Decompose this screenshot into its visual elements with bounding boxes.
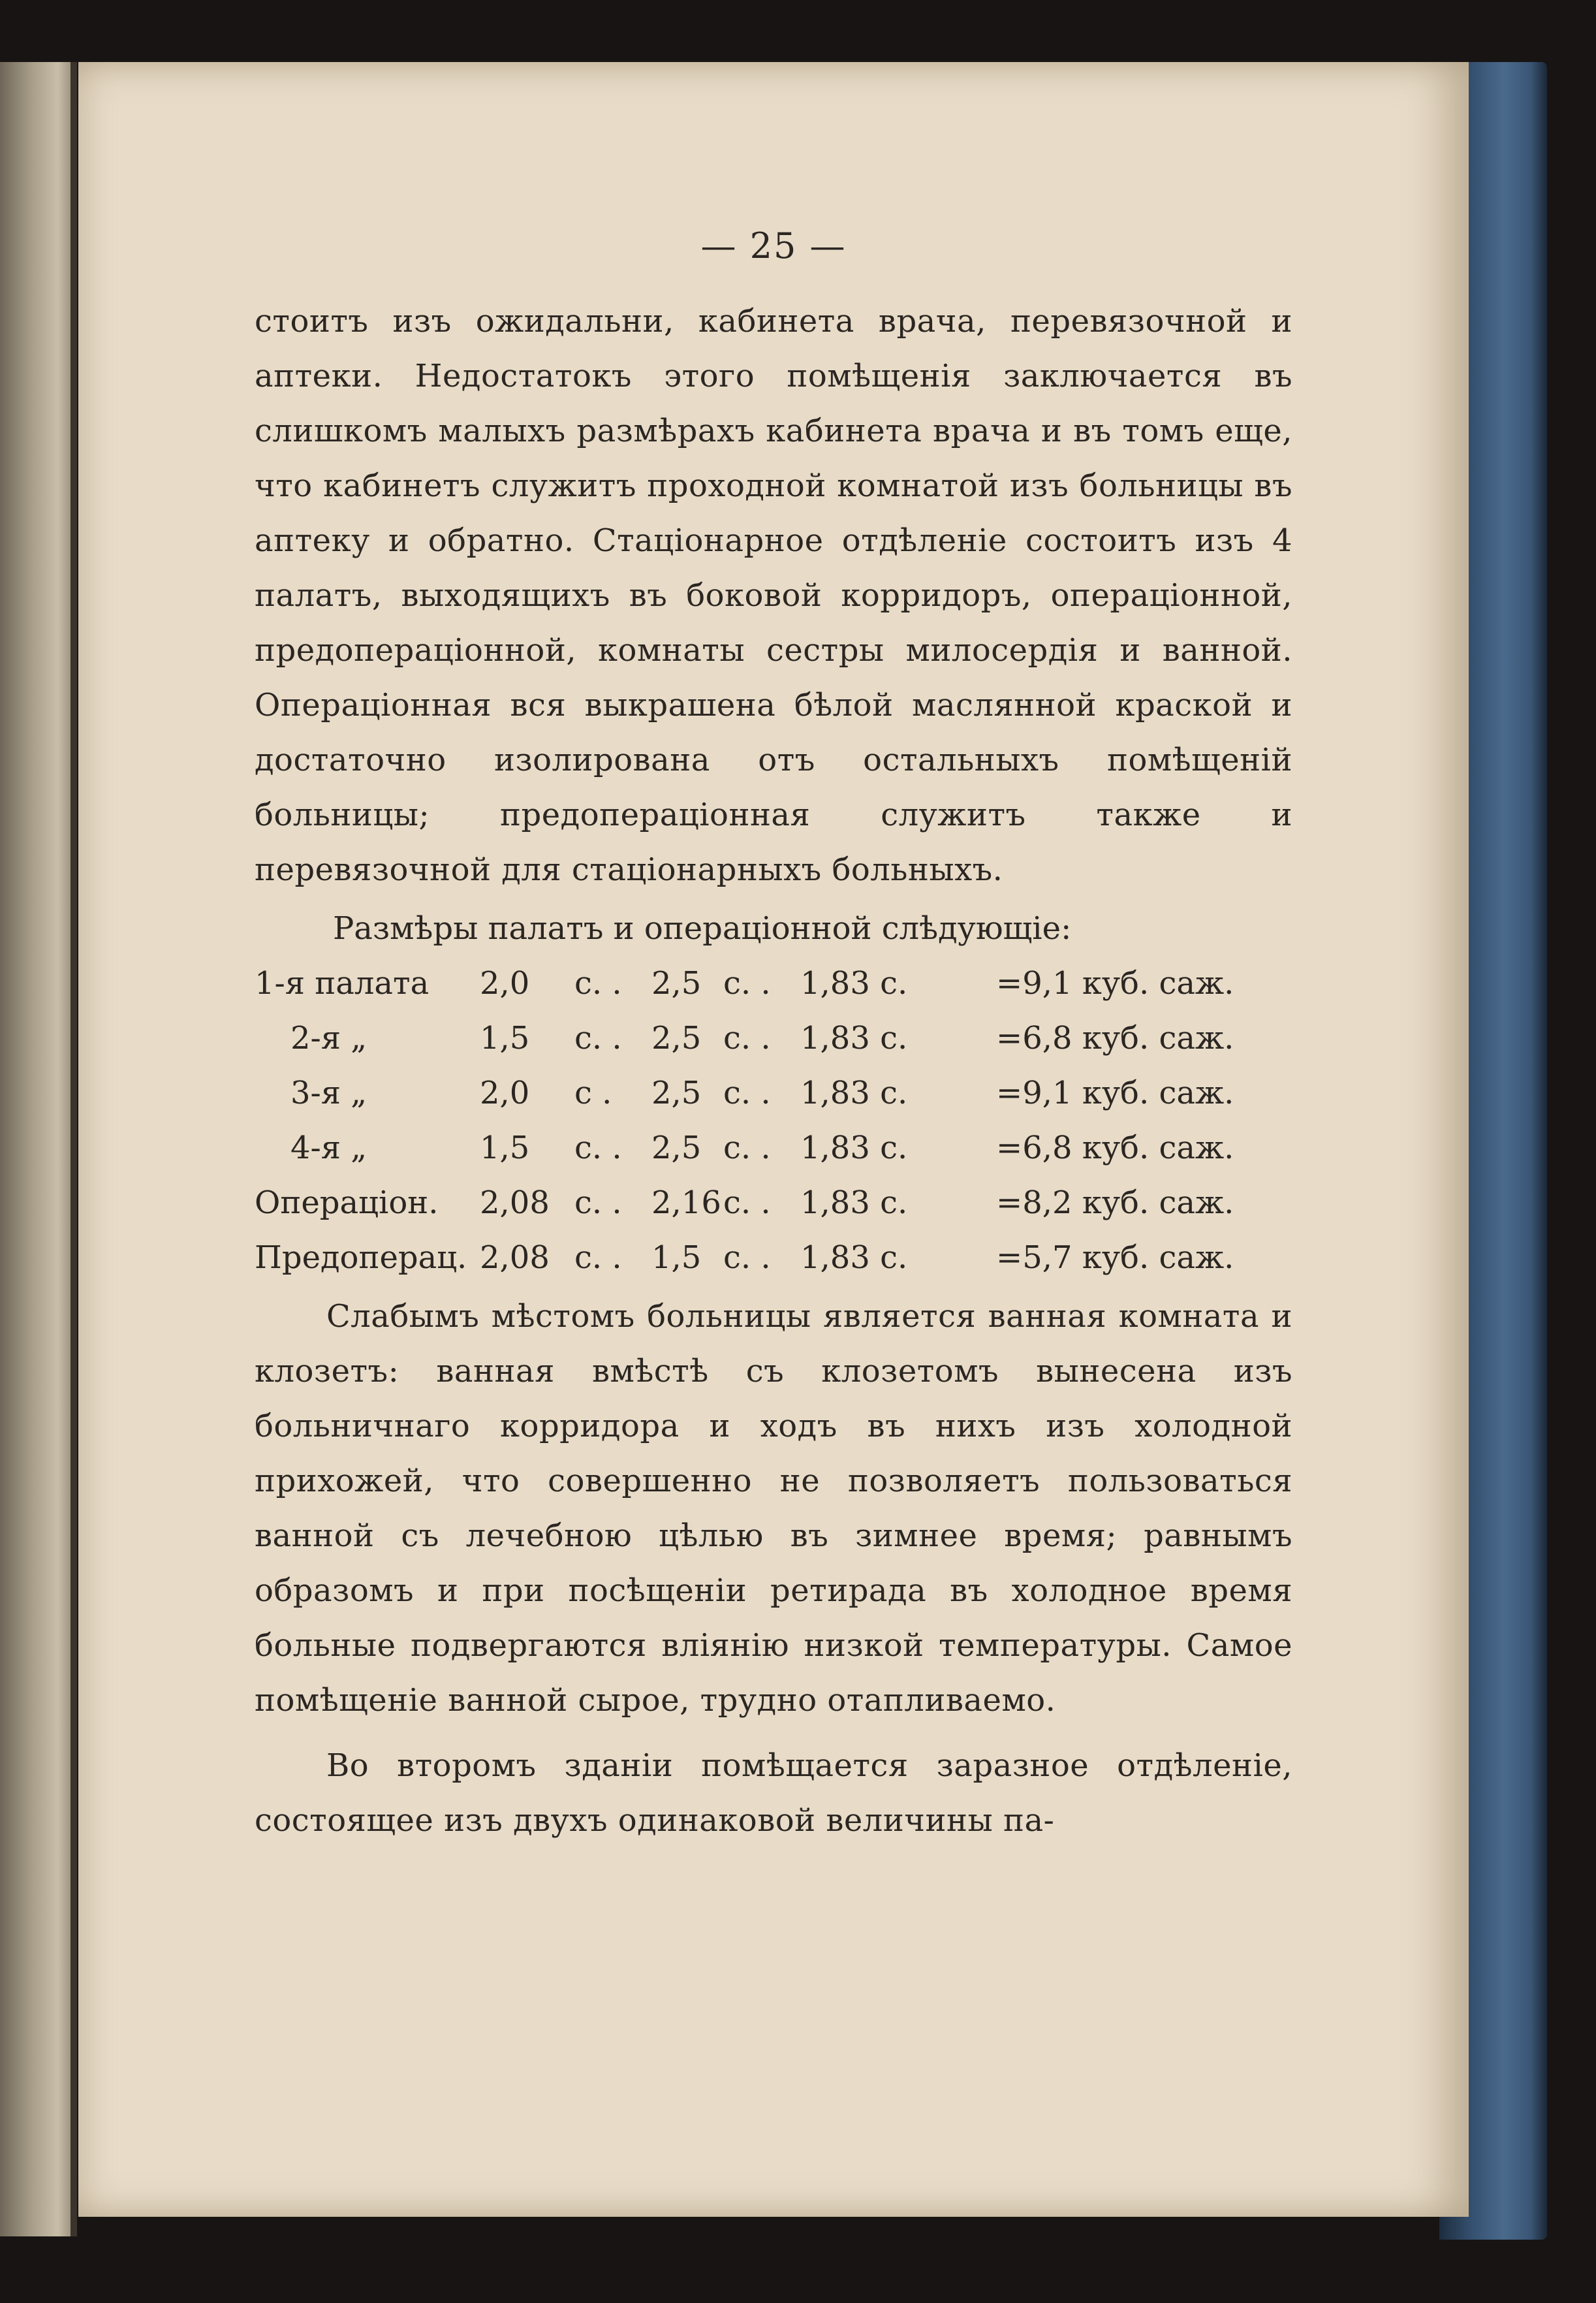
unit-cell: с. . — [723, 965, 771, 1002]
paragraph-4: Во второмъ зданіи помѣщается заразное отдѣленіе, состоящее изъ двухъ одинаковой величины па- — [255, 1747, 1292, 1839]
width-cell: 1,5 — [651, 1239, 702, 1276]
volume-cell: =9,1 куб. саж. — [996, 965, 1234, 1002]
table-row — [255, 956, 1234, 1011]
table-row — [255, 1120, 1234, 1175]
height-cell: 1,83 с. — [800, 1075, 908, 1111]
room-name-cell: 3-я „ — [290, 1075, 368, 1111]
length-cell: 2,08 — [480, 1184, 550, 1221]
table-row — [255, 1230, 1234, 1285]
unit-cell: с. . — [574, 965, 622, 1002]
width-cell: 2,5 — [651, 1020, 702, 1056]
width-cell: 2,16 — [651, 1184, 721, 1221]
length-cell: 2,0 — [480, 1075, 530, 1111]
volume-cell: =8,2 куб. саж. — [996, 1184, 1234, 1221]
length-cell: 2,08 — [480, 1239, 550, 1276]
paragraph-3: Слабымъ мѣстомъ больницы является ванная комната и клозетъ: ванная вмѣстѣ съ клозетомъ вынесена изъ больничнаго корридора и ходъ въ нихъ изъ холодной прихожей, что совершенно не позволяетъ пользоваться ванной съ лечебною цѣлью въ зимнее время; равнымъ образомъ и при посѣщеніи ретирада въ холодное время больные подвергаются вліянію низкой температуры. Самое помѣщеніе ванной сырое, трудно отапливаемо. — [255, 1298, 1292, 1719]
adjacent-page-edge — [0, 62, 77, 2236]
unit-cell: с. . — [723, 1020, 771, 1056]
table-heading: Размѣры палатъ и операціонной слѣдующіе: — [333, 910, 1072, 947]
room-name-cell: Операціон. — [255, 1184, 439, 1221]
unit-cell: с. . — [723, 1130, 771, 1166]
unit-cell: с. . — [723, 1239, 771, 1276]
unit-cell: с . — [574, 1075, 612, 1111]
height-cell: 1,83 с. — [800, 1130, 908, 1166]
binding-shadow — [70, 62, 77, 2236]
page-number: — 25 — — [700, 225, 847, 266]
page-content — [255, 225, 1292, 1848]
height-cell: 1,83 с. — [800, 1239, 908, 1276]
length-cell: 1,5 — [480, 1020, 530, 1056]
width-cell: 2,5 — [651, 1075, 702, 1111]
unit-cell: с. . — [574, 1130, 622, 1166]
length-cell: 2,0 — [480, 965, 530, 1002]
unit-cell: с. . — [723, 1184, 771, 1221]
volume-cell: =5,7 куб. саж. — [996, 1239, 1234, 1276]
unit-cell: с. . — [574, 1239, 622, 1276]
width-cell: 2,5 — [651, 1130, 702, 1166]
height-cell: 1,83 с. — [800, 1020, 908, 1056]
unit-cell: с. . — [574, 1020, 622, 1056]
room-name-cell: 1-я палата — [255, 965, 430, 1002]
paragraph-1: стоитъ изъ ожидальни, кабинета врача, перевязочной и аптеки. Недостатокъ этого помѣщенія заключается въ слишкомъ малыхъ размѣрахъ кабинета врача и въ томъ еще, что кабинетъ служитъ проходной комнатой изъ больницы въ аптеку и обратно. Стаціонарное отдѣленіе состоитъ изъ 4 палатъ, выходящихъ въ боковой корридоръ, операціонной, предоперацiонной, комнаты сестры милосердія и ванной. Операціонная вся выкрашена бѣлой маслянной краской и достаточно изолирована отъ остальныхъ помѣщеній больницы; предоперацiонная служитъ также и перевязочной для стаціонарныхъ больныхъ. — [255, 303, 1292, 888]
volume-cell: =6,8 куб. саж. — [996, 1020, 1234, 1056]
length-cell: 1,5 — [480, 1130, 530, 1166]
dimensions-table — [255, 956, 1234, 1285]
height-cell: 1,83 с. — [800, 965, 908, 1002]
volume-cell: =6,8 куб. саж. — [996, 1130, 1234, 1166]
unit-cell: с. . — [574, 1184, 622, 1221]
table-row — [255, 1011, 1234, 1066]
room-name-cell: Предоперац. — [255, 1239, 467, 1276]
room-name-cell: 2-я „ — [290, 1020, 368, 1056]
book-page — [78, 62, 1469, 2217]
volume-cell: =9,1 куб. саж. — [996, 1075, 1234, 1111]
room-name-cell: 4-я „ — [290, 1130, 368, 1166]
unit-cell: с. . — [723, 1075, 771, 1111]
table-row — [255, 1066, 1234, 1120]
table-row — [255, 1175, 1234, 1230]
height-cell: 1,83 с. — [800, 1184, 908, 1221]
width-cell: 2,5 — [651, 965, 702, 1002]
